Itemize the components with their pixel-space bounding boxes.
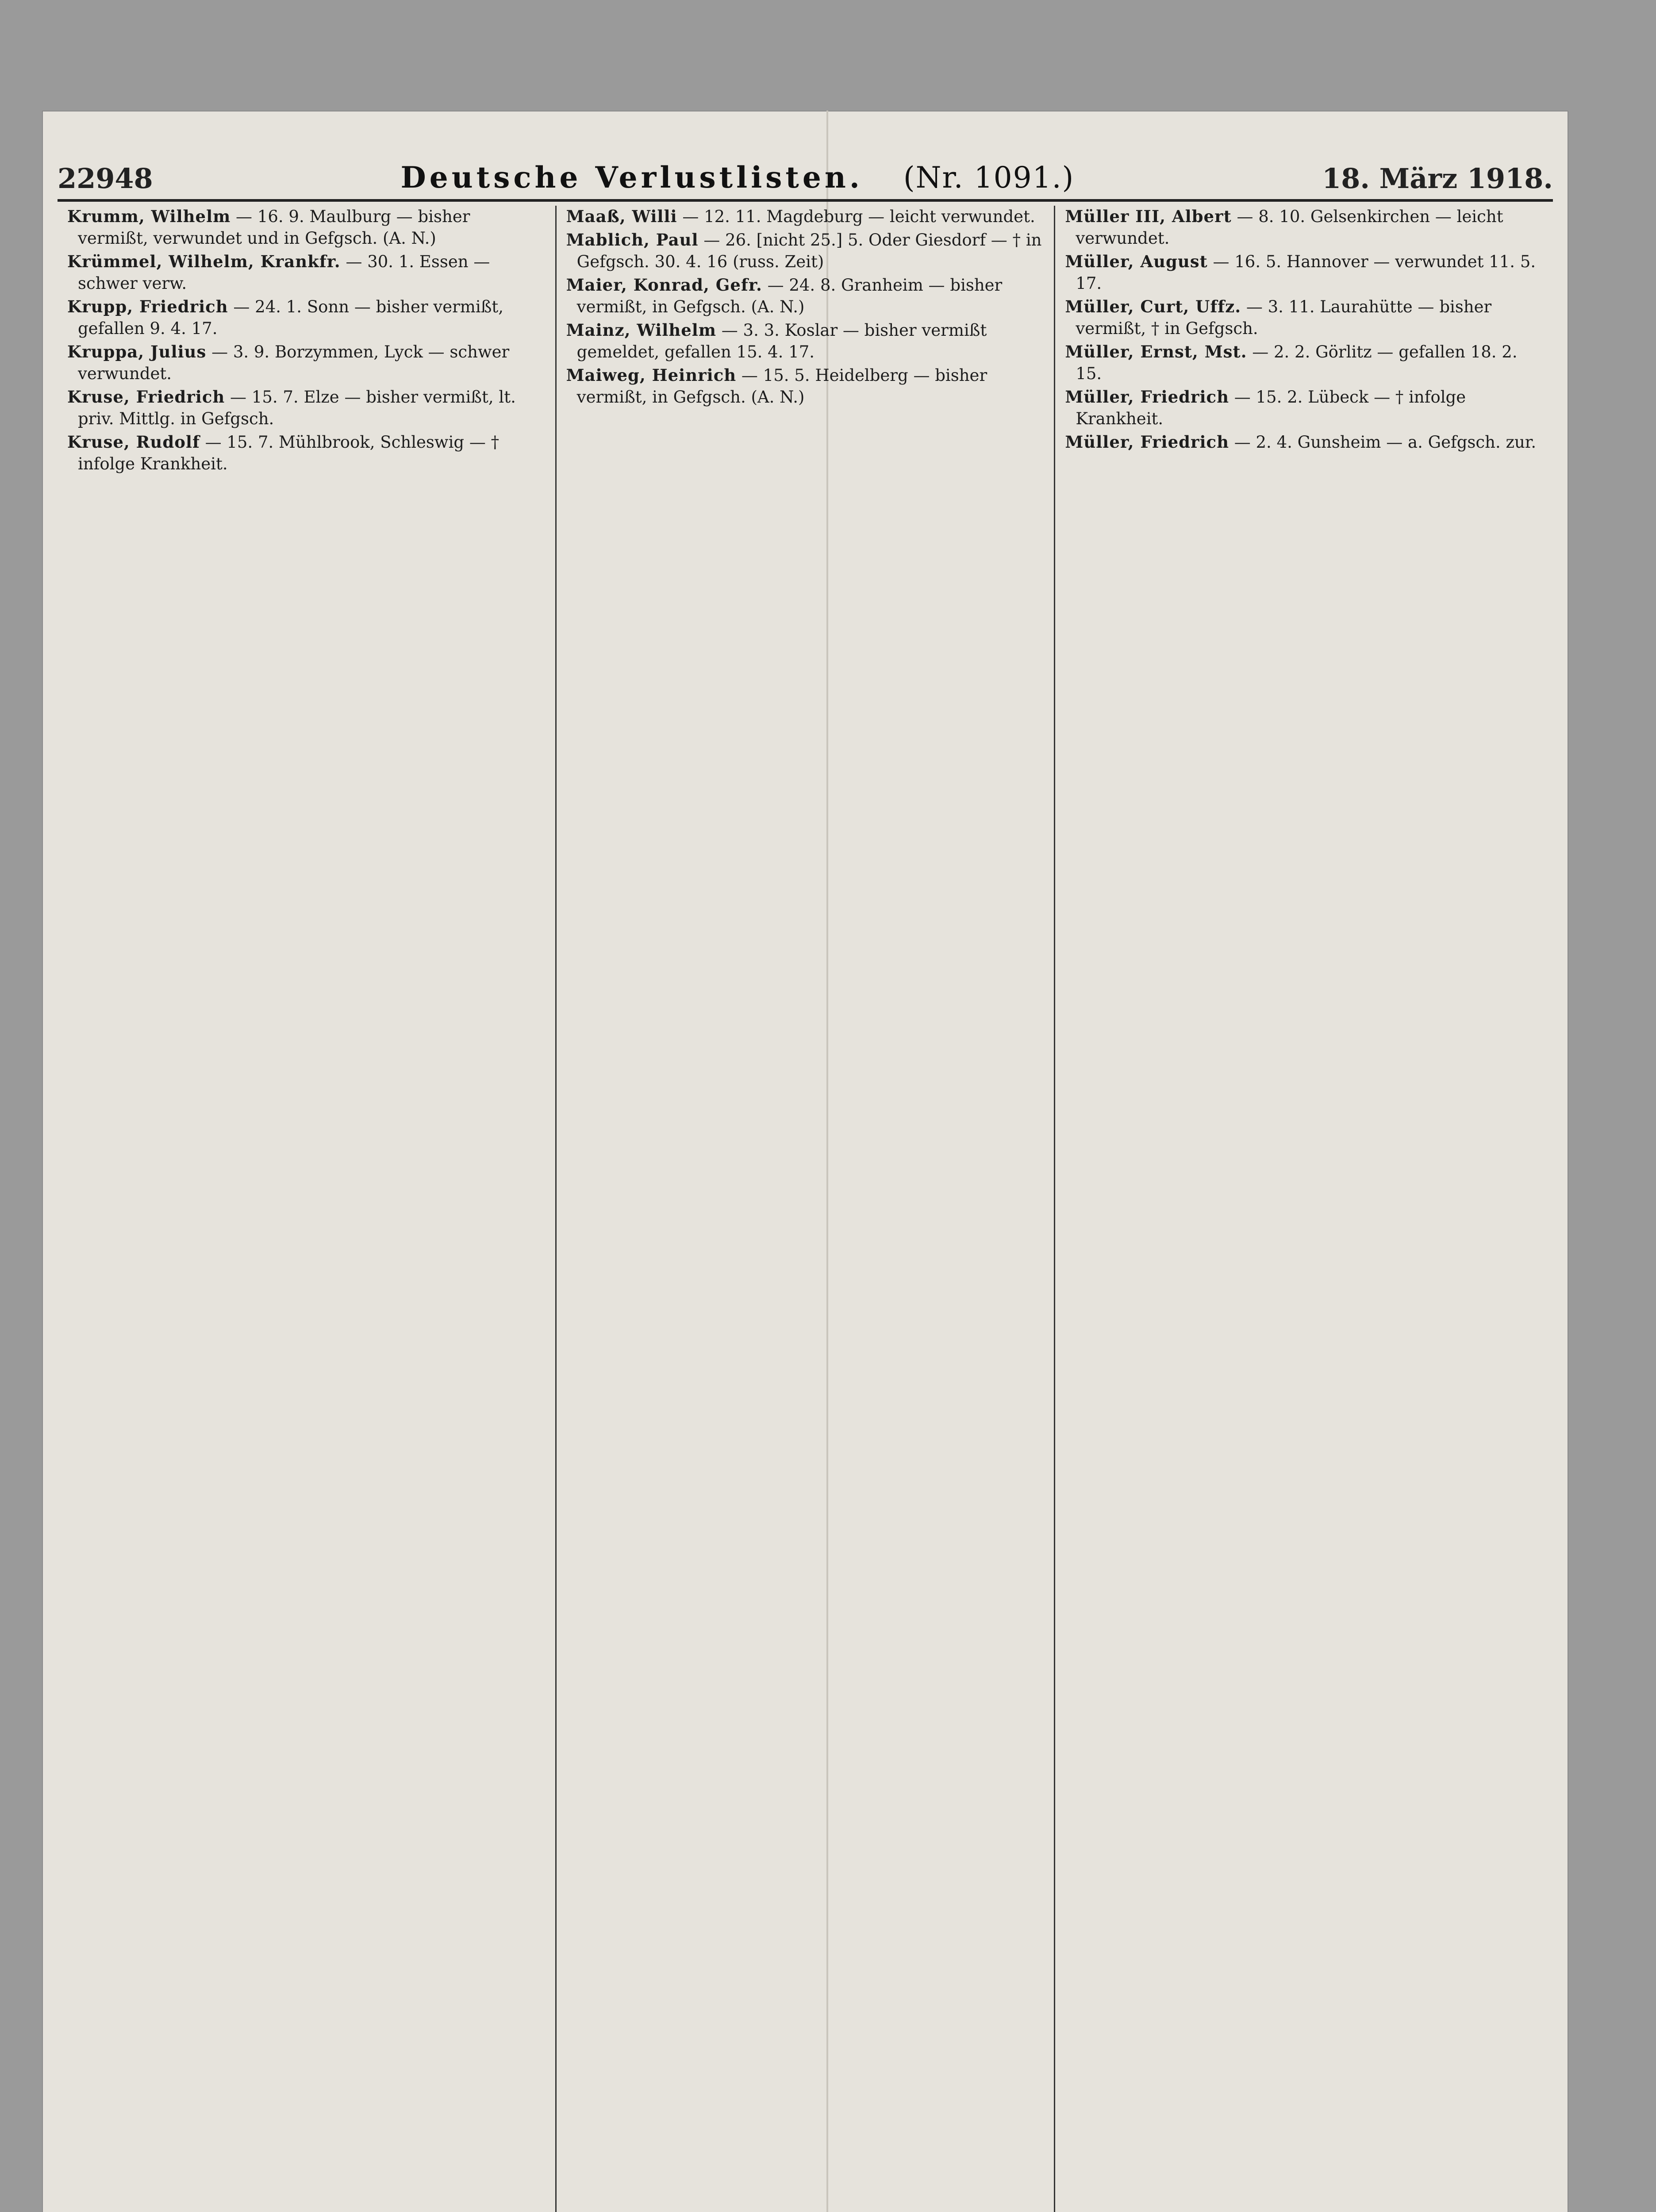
column-3 bbox=[1054, 206, 1553, 2212]
list-entry: Kruppa, Julius — 3. 9. Borzymmen, Lyck — schwer verwundet. bbox=[67, 342, 510, 383]
column-1 bbox=[58, 206, 555, 2212]
casualty-columns bbox=[58, 206, 1553, 2212]
page-header bbox=[58, 146, 1553, 202]
page-number: 22948 bbox=[58, 162, 153, 195]
list-entry: Krumm, Wilhelm — 16. 9. Maulburg — bisher vermißt, verwundet und in Gefgsch. (A. N.) bbox=[67, 207, 470, 248]
issue-number: (Nr. 1091.) bbox=[903, 161, 1075, 195]
page-title: Deutsche Verlustlisten. bbox=[400, 160, 863, 195]
list-entry: Maiweg, Heinrich — 15. 5. Heidelberg — bisher vermißt, in Gefgsch. (A. N.) bbox=[566, 365, 987, 407]
list-entry: Müller, August — 16. 5. Hannover — verwundet 11. 5. 17. bbox=[1065, 252, 1536, 293]
list-entry: Müller, Ernst, Mst. — 2. 2. Görlitz — gefallen 18. 2. 15. bbox=[1065, 342, 1518, 383]
list-entry: Krümmel, Wilhelm, Krankfr. — 30. 1. Essen — schwer verw. bbox=[67, 252, 490, 293]
list-entry: Kruse, Friedrich — 15. 7. Elze — bisher vermißt, lt. priv. Mittlg. in Gefgsch. bbox=[67, 387, 516, 428]
list-entry: Maier, Konrad, Gefr. — 24. 8. Granheim — bisher vermißt, in Gefgsch. (A. N.) bbox=[566, 275, 1003, 316]
column-2 bbox=[555, 206, 1054, 2212]
page-title-group bbox=[401, 160, 1075, 195]
list-entry: Mablich, Paul — 26. [nicht 25.] 5. Oder Giesdorf — † in Gefgsch. 30. 4. 16 (russ. Zeit) bbox=[566, 230, 1042, 271]
list-entry: Müller, Friedrich — 15. 2. Lübeck — † infolge Krankheit. bbox=[1065, 387, 1466, 428]
list-entry: Krupp, Friedrich — 24. 1. Sonn — bisher vermißt, gefallen 9. 4. 17. bbox=[67, 297, 504, 338]
list-entry: Müller III, Albert — 8. 10. Gelsenkirchen — leicht verwundet. bbox=[1065, 207, 1503, 248]
issue-date: 18. März 1918. bbox=[1322, 162, 1553, 195]
list-entry: Müller, Curt, Uffz. — 3. 11. Laurahütte — bisher vermißt, † in Gefgsch. bbox=[1065, 297, 1492, 338]
list-entry: Maaß, Willi — 12. 11. Magdeburg — leicht verwundet. bbox=[566, 207, 1035, 226]
list-entry: Mainz, Wilhelm — 3. 3. Koslar — bisher vermißt gemeldet, gefallen 15. 4. 17. bbox=[566, 320, 987, 361]
list-entry: Müller, Friedrich — 2. 4. Gunsheim — a. Gefgsch. zur. bbox=[1065, 432, 1537, 452]
list-entry: Kruse, Rudolf — 15. 7. Mühlbrook, Schleswig — † infolge Krankheit. bbox=[67, 432, 499, 473]
